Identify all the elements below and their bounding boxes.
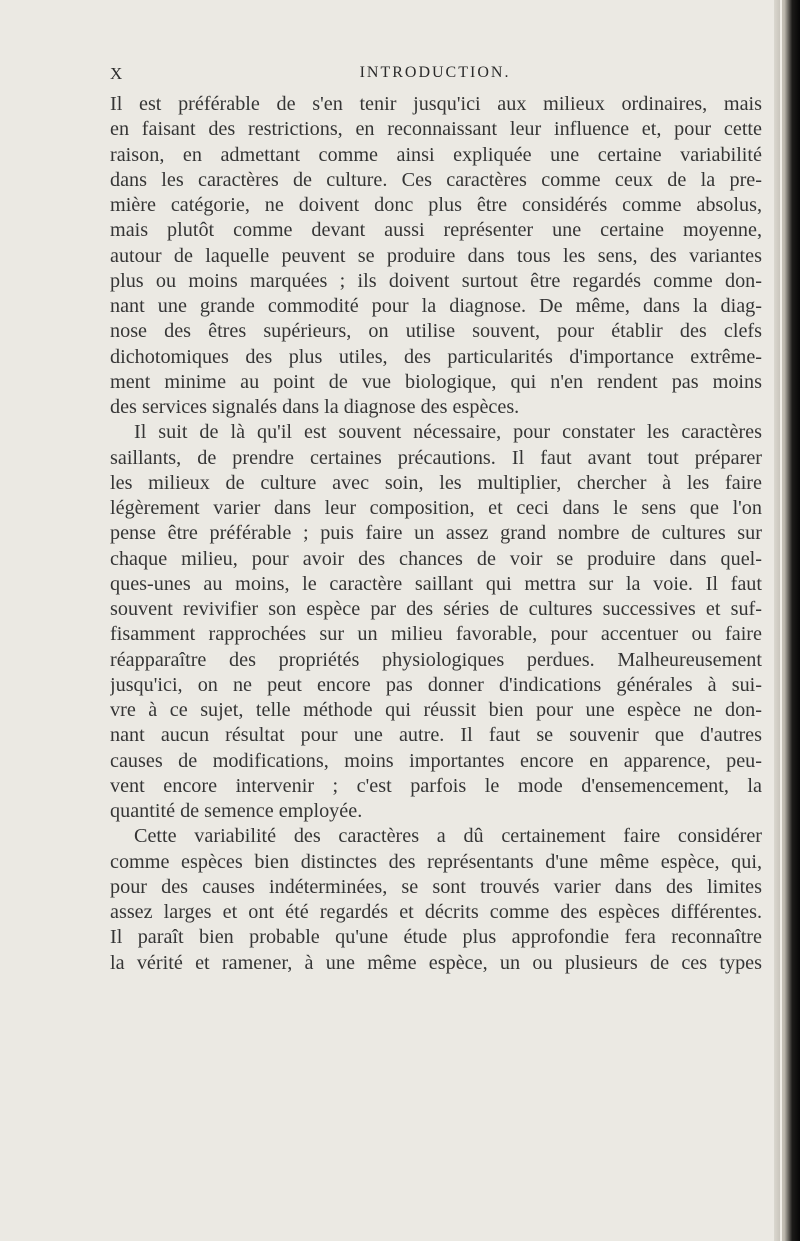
page-number: X bbox=[110, 64, 124, 83]
text-line: ment minime au point de vue biologique, qui n'en rendent pas moins bbox=[110, 370, 762, 393]
text-line: Il paraît bien probable qu'une étude plus approfondie fera reconnaître bbox=[110, 926, 762, 949]
text-line: légèrement varier dans leur composition, et ceci dans le sens que l'on bbox=[110, 497, 762, 519]
body-text bbox=[110, 92, 762, 976]
text-line: souvent revivifier son espèce par des séries de cultures successives et suf- bbox=[110, 598, 762, 620]
text-line: saillants, de prendre certaines précautions. Il faut avant tout préparer bbox=[110, 446, 762, 469]
text-line: mière catégorie, ne doivent donc plus être considérés comme absolus, bbox=[110, 194, 762, 216]
text-line: Il suit de là qu'il est souvent nécessaire, pour constater les caractères bbox=[134, 421, 762, 444]
text-line: nant une grande commodité pour la diagnose. De même, dans la diag- bbox=[110, 295, 762, 317]
text-line: assez larges et ont été regardés et décrits comme des espèces différentes. bbox=[110, 901, 762, 923]
text-line: jusqu'ici, on ne peut encore pas donner d'indications générales à sui- bbox=[110, 673, 762, 696]
text-line: dans les caractères de culture. Ces caractères comme ceux de la pre- bbox=[110, 168, 762, 191]
text-line: mais plutôt comme devant aussi représenter une certaine moyenne, bbox=[110, 219, 762, 242]
page-binding-edge bbox=[774, 0, 800, 1241]
text-line: réapparaître des propriétés physiologiques perdues. Malheureusement bbox=[110, 648, 762, 671]
text-line: causes de modifications, moins importantes encore en apparence, peu- bbox=[110, 749, 762, 772]
text-line: en faisant des restrictions, en reconnaissant leur influence et, pour cette bbox=[110, 118, 762, 141]
text-line: nant aucun résultat pour une autre. Il faut se souvenir que d'autres bbox=[110, 724, 762, 747]
text-line: ques-unes au moins, le caractère saillant qui mettra sur la voie. Il faut bbox=[110, 572, 762, 595]
text-line: raison, en admettant comme ainsi expliquée une certaine variabilité bbox=[110, 143, 762, 166]
text-line: comme espèces bien distinctes des représentants d'une même espèce, qui, bbox=[110, 850, 762, 873]
text-line: dichotomiques des plus utiles, des particularités d'importance extrême- bbox=[110, 345, 762, 368]
text-line: Cette variabilité des caractères a dû certainement faire considérer bbox=[134, 825, 762, 848]
text-line: les milieux de culture avec soin, les multiplier, chercher à les faire bbox=[110, 471, 762, 494]
text-line: nose des êtres supérieurs, on utilise souvent, pour établir des clefs bbox=[110, 320, 762, 343]
text-line: quantité de semence employée. bbox=[110, 800, 363, 822]
text-line: autour de laquelle peuvent se produire dans tous les sens, des variantes bbox=[110, 244, 762, 267]
text-line: fisamment rapprochées sur un milieu favorable, pour accentuer ou faire bbox=[110, 623, 762, 646]
text-line: pour des causes indéterminées, se sont trouvés varier dans des limites bbox=[110, 875, 762, 898]
text-line: vre à ce sujet, telle méthode qui réussit bien pour une espèce ne don- bbox=[110, 699, 762, 721]
text-line: pense être préférable ; puis faire un assez grand nombre de cultures sur bbox=[110, 522, 762, 545]
text-line: chaque milieu, pour avoir des chances de voir se produire dans quel- bbox=[110, 547, 762, 570]
chapter-title: INTRODUCTION. bbox=[359, 64, 511, 81]
text-line: plus ou moins marquées ; ils doivent surtout être regardés comme don- bbox=[110, 269, 762, 292]
text-line: Il est préférable de s'en tenir jusqu'ici aux milieux ordinaires, mais bbox=[110, 93, 762, 115]
running-head bbox=[110, 64, 760, 88]
text-line: la vérité et ramener, à une même espèce, un ou plusieurs de ces types bbox=[110, 951, 762, 974]
text-line: vent encore intervenir ; c'est parfois le mode d'ensemencement, la bbox=[110, 774, 762, 797]
text-line: des services signalés dans la diagnose des espèces. bbox=[110, 396, 520, 418]
